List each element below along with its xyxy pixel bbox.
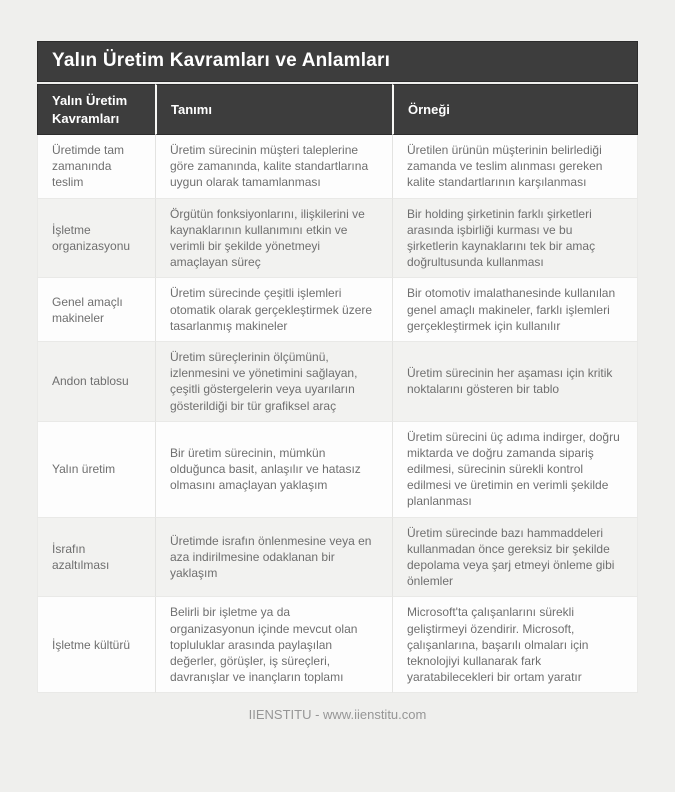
concepts-table (37, 84, 638, 693)
footer-branding: IIENSTITU - www.iienstitu.com (248, 707, 427, 723)
column-header-definition: Tanımı (155, 84, 392, 135)
table-row (37, 199, 638, 279)
cell-definition: Bir üretim sürecinin, mümkün olduğunca basit, anlaşılır ve hatasız olmasını amaçlayan yaklaşım (155, 422, 392, 518)
table-row (37, 597, 638, 693)
cell-definition: Örgütün fonksiyonlarını, ilişkilerini ve kaynaklarının kullanımını etkin ve verimli bir şekilde yönetmeyi amaçlayan süreç (155, 199, 392, 279)
cell-example: Üretim sürecini üç adıma indirger, doğru miktarda ve doğru zamanda sipariş edilmesi, sürecinin sürekli kontrol edilmesi ve üretimin en verimli şekilde planlanması (392, 422, 638, 518)
cell-definition: Üretim sürecinde çeşitli işlemleri otomatik olarak gerçekleştirmek üzere tasarlanmış makineler (155, 278, 392, 342)
table-row (37, 278, 638, 342)
cell-example: Üretilen ürünün müşterinin belirlediği zamanda ve teslim alınması gereken kalite standartlarının karşılanması (392, 135, 638, 199)
column-header-example: Örneği (392, 84, 638, 135)
cell-definition: Belirli bir işletme ya da organizasyonun içinde mevcut olan topluluklar arasında paylaşılan değerler, görüşler, iş süreçleri, davranışlar ve inançların toplamı (155, 597, 392, 693)
table-row (37, 135, 638, 199)
cell-concept: Üretimde tam zamanında teslim (37, 135, 155, 199)
page-title: Yalın Üretim Kavramları ve Anlamları (37, 41, 638, 82)
cell-concept: İşletme organizasyonu (37, 199, 155, 279)
cell-definition: Üretim sürecinin müşteri taleplerine göre zamanında, kalite standartlarına uygun olarak tamamlanması (155, 135, 392, 199)
cell-example: Bir holding şirketinin farklı şirketleri arasında işbirliği kurması ve bu şirketlerin kaynaklarını tek bir amaç doğrultusunda kullanması (392, 199, 638, 279)
cell-definition: Üretimde israfın önlenmesine veya en aza indirilmesine odaklanan bir yaklaşım (155, 518, 392, 598)
cell-example: Üretim sürecinin her aşaması için kritik noktalarını gösteren bir tablo (392, 342, 638, 422)
cell-concept: Yalın üretim (37, 422, 155, 518)
table-row (37, 422, 638, 518)
cell-example: Bir otomotiv imalathanesinde kullanılan genel amaçlı makineler, farklı işlemleri gerçekleştirmek için kullanılır (392, 278, 638, 342)
cell-concept: İsrafın azaltılması (37, 518, 155, 598)
cell-example: Microsoft'ta çalışanlarını sürekli geliştirmeyi özendirir. Microsoft, çalışanlarına, başarılı olmaları için teknolojiyi kullanarak fark yaratabilecekleri bir ortam yaratır (392, 597, 638, 693)
cell-concept: Andon tablosu (37, 342, 155, 422)
cell-example: Üretim sürecinde bazı hammaddeleri kullanmadan önce gereksiz bir şekilde depolama veya şarj etmeyi önleme gibi önlemler (392, 518, 638, 598)
table-row (37, 518, 638, 598)
concepts-card (37, 41, 638, 693)
table-row (37, 342, 638, 422)
table-header-row (37, 84, 638, 135)
column-header-concept: Yalın Üretim Kavramları (37, 84, 155, 135)
cell-definition: Üretim süreçlerinin ölçümünü, izlenmesini ve yönetimini sağlayan, çeşitli göstergelerin veya uyarıların gösterildiği bir tür grafiksel araç (155, 342, 392, 422)
cell-concept: Genel amaçlı makineler (37, 278, 155, 342)
cell-concept: İşletme kültürü (37, 597, 155, 693)
